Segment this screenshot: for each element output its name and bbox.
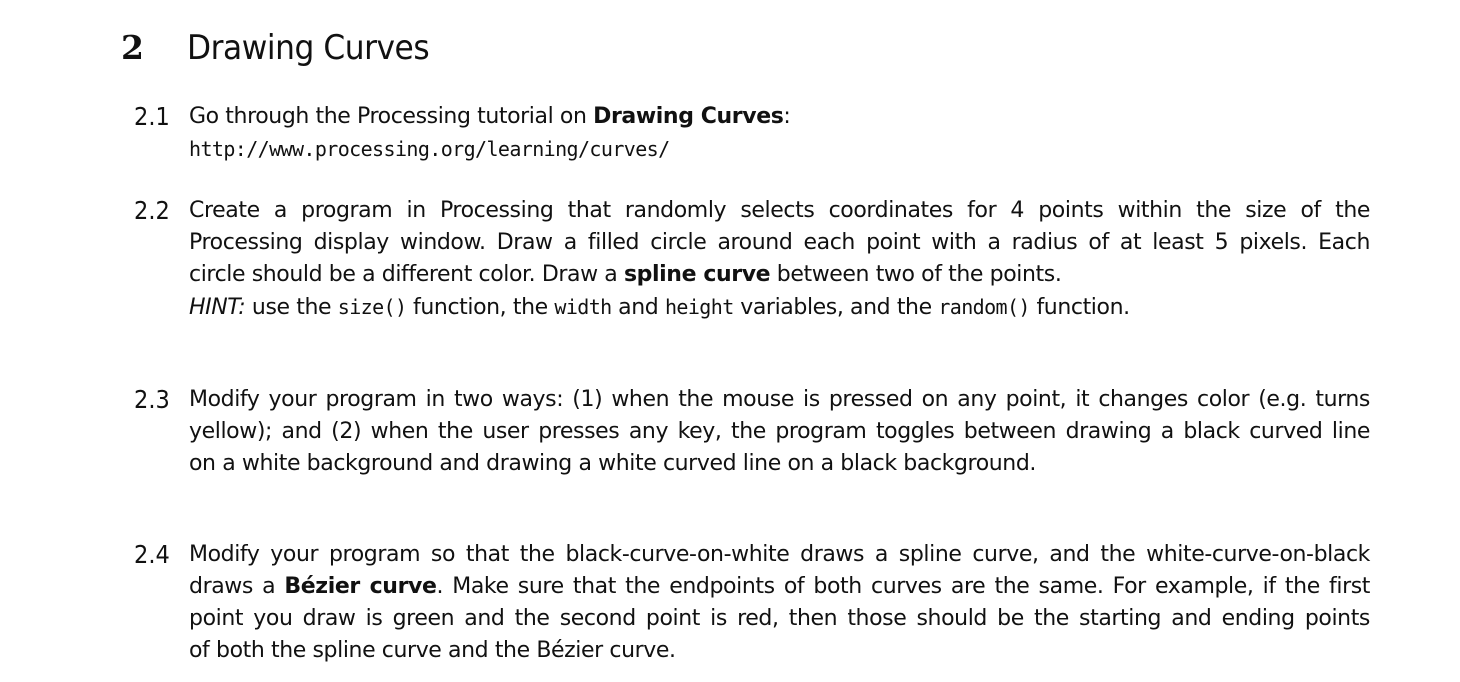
section-title: Drawing Curves <box>187 28 430 68</box>
text: between two of the points. <box>770 262 1062 287</box>
item-body <box>189 384 1370 480</box>
item-line: Create a program in Processing that randomly selects coordinates for 4 points within the size of the <box>189 198 1370 223</box>
item-line: Modify your program in two ways: (1) when the mouse is pressed on any point, it changes color (e.g. turns <box>189 387 1370 412</box>
exercise-item-2-2 <box>134 195 1370 324</box>
section-number: 2 <box>121 28 144 67</box>
item-body <box>189 539 1370 667</box>
item-line <box>189 101 1370 133</box>
tutorial-url[interactable]: http://www.processing.org/learning/curves/ <box>189 137 670 161</box>
item-line: point you draw is green and the second point is red, then those should be the starting and ending points <box>189 606 1370 631</box>
text: function, the <box>406 295 555 320</box>
text: function. <box>1029 295 1130 320</box>
term-spline-curve: spline curve <box>623 262 771 287</box>
item-line: yellow); and (2) when the user presses any key, the program toggles between drawing a black curved line <box>189 419 1370 444</box>
exercise-item-2-4 <box>134 539 1370 667</box>
section-heading <box>121 28 450 68</box>
item-body <box>189 101 1370 165</box>
text: : <box>783 104 791 129</box>
item-line: on a white background and drawing a white curved line on a black background. <box>189 451 1037 476</box>
exercise-item-2-3 <box>134 384 1370 480</box>
text: Go through the Processing tutorial on <box>189 104 594 129</box>
text: . Make sure that the endpoints of both curves are the same. For example, if the first <box>436 574 1371 599</box>
item-body <box>189 195 1370 324</box>
item-line: Processing display window. Draw a filled circle around each point with a radius of at least 5 pixels. Each <box>189 230 1370 255</box>
text: draws a <box>189 574 285 599</box>
item-number: 2.3 <box>134 385 170 414</box>
term-bezier-curve: Bézier curve <box>284 574 437 599</box>
code-height: height <box>664 295 734 319</box>
item-number: 2.4 <box>134 540 170 569</box>
hint-label: HINT: <box>189 295 246 320</box>
text: circle should be a different color. Draw a <box>189 262 624 287</box>
item-line: of both the spline curve and the Bézier curve. <box>189 638 676 663</box>
text: variables, and the <box>733 295 939 320</box>
code-size: size() <box>337 295 407 319</box>
item-line <box>189 259 1370 291</box>
item-line <box>189 571 1370 603</box>
item-number: 2.1 <box>134 102 170 131</box>
text: and <box>611 295 665 320</box>
item-number: 2.2 <box>134 196 170 225</box>
hint-line <box>189 291 1370 324</box>
exercise-item-2-1 <box>134 101 1370 165</box>
code-random: random() <box>938 295 1030 319</box>
code-width: width <box>554 295 612 319</box>
item-line: Modify your program so that the black-curve-on-white draws a spline curve, and the white-curve-on-black <box>189 542 1370 567</box>
text: use the <box>245 295 338 320</box>
tutorial-name: Drawing Curves <box>593 104 784 129</box>
